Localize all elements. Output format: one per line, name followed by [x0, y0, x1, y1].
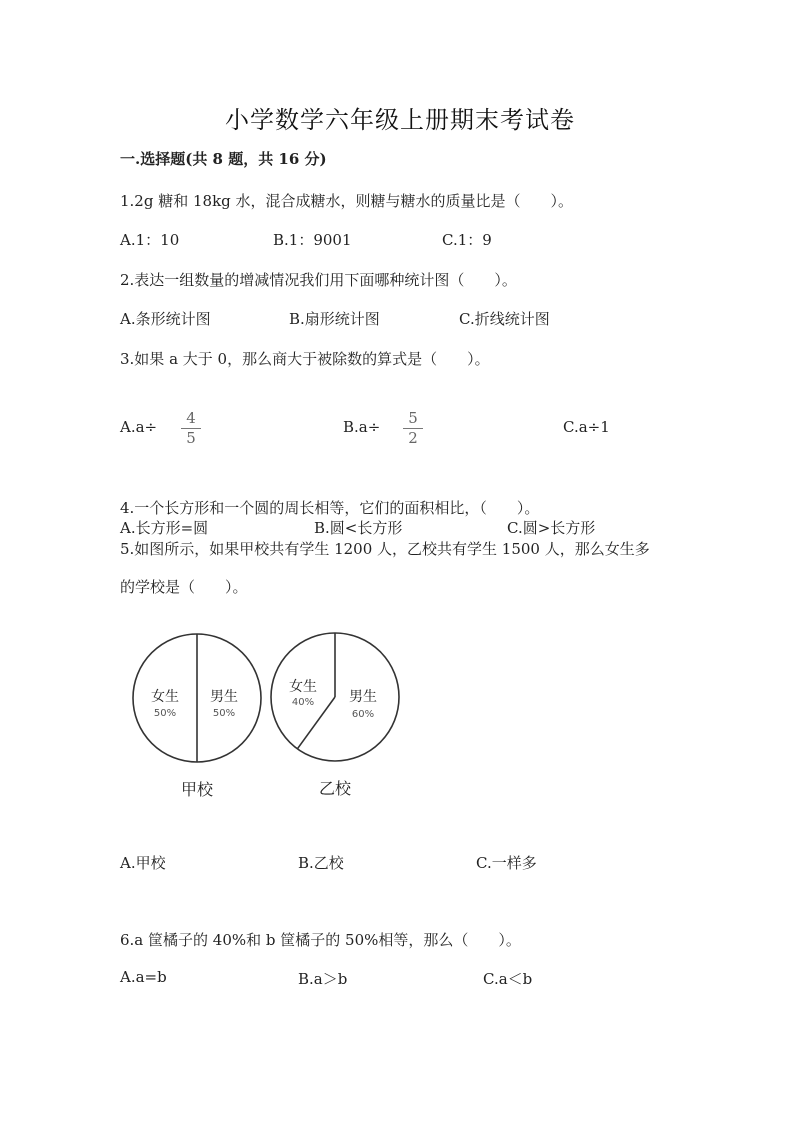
q3-option-b-prefix: B.a÷ — [343, 418, 381, 436]
pie-chart-jiaxiao — [133, 634, 261, 799]
pie-slice-label: 女生 — [289, 679, 317, 695]
pie-chart-title: 乙校 — [318, 779, 352, 798]
q4-option-b[interactable]: B.圆<长方形 — [314, 519, 403, 537]
pie-slice-label: 男生 — [349, 689, 377, 705]
question-5-line-2: 的学校是（ ）。 — [120, 578, 248, 596]
pie-chart-title: 甲校 — [180, 780, 214, 799]
question-6: 6.a 筐橘子的 40%和 b 筐橘子的 50%相等，那么（ ）。 — [120, 931, 521, 949]
pie-slice-percent: 50% — [212, 708, 236, 719]
pie-slice-percent: 40% — [291, 697, 315, 708]
pie-chart-yixiao — [271, 633, 399, 798]
fraction-denominator: 2 — [408, 429, 418, 447]
fraction-numerator: 4 — [181, 411, 201, 429]
q4-option-a[interactable]: A.长方形=圆 — [120, 519, 209, 537]
q5-option-a[interactable]: A.甲校 — [120, 854, 166, 872]
q6-option-c[interactable]: C.a＜b — [483, 970, 533, 988]
question-3: 3.如果 a 大于 0，那么商大于被除数的算式是（ ）。 — [120, 350, 490, 368]
question-5-line-1: 5.如图所示，如果甲校共有学生 1200 人，乙校共有学生 1500 人，那么女生多 — [120, 540, 650, 558]
pie-slice-percent: 50% — [153, 708, 177, 719]
pie-slice-label: 女生 — [151, 689, 179, 705]
fraction-numerator: 5 — [403, 411, 423, 429]
q3-option-a-prefix: A.a÷ — [120, 418, 158, 436]
page-title: 小学数学六年级上册期末考试卷 — [225, 106, 575, 134]
question-2: 2.表达一组数量的增减情况我们用下面哪种统计图（ ）。 — [120, 271, 517, 289]
q3-option-a[interactable] — [120, 418, 157, 436]
question-1: 1.2g 糖和 18kg 水，混合成糖水，则糖与糖水的质量比是（ ）。 — [120, 192, 574, 210]
q3-option-b-fraction — [403, 411, 423, 446]
q1-option-c[interactable]: C.1：9 — [442, 231, 492, 249]
q2-option-a[interactable]: A.条形统计图 — [120, 310, 211, 328]
q3-option-a-fraction — [181, 411, 201, 446]
q3-option-b[interactable] — [343, 418, 380, 436]
question-4: 4.一个长方形和一个圆的周长相等，它们的面积相比，（ ）。 — [120, 499, 540, 517]
q4-option-c[interactable]: C.圆>长方形 — [507, 519, 596, 537]
pie-slice-percent: 60% — [351, 709, 375, 720]
q2-option-b[interactable]: B.扇形统计图 — [289, 310, 380, 328]
q3-option-c[interactable]: C.a÷1 — [563, 418, 610, 436]
q2-option-c[interactable]: C.折线统计图 — [459, 310, 550, 328]
q1-option-b[interactable]: B.1：9001 — [273, 231, 352, 249]
pie-slice-label: 男生 — [210, 689, 238, 705]
q5-option-b[interactable]: B.乙校 — [298, 854, 344, 872]
q1-option-a[interactable]: A.1：10 — [120, 231, 180, 249]
q6-option-b[interactable]: B.a＞b — [298, 970, 348, 988]
fraction-denominator: 5 — [186, 429, 196, 447]
q6-option-a[interactable]: A.a=b — [120, 968, 167, 986]
pie-charts-figure — [120, 625, 430, 810]
section-heading: 一.选择题(共 8 题，共 16 分) — [120, 150, 327, 168]
q5-option-c[interactable]: C.一样多 — [476, 854, 537, 872]
